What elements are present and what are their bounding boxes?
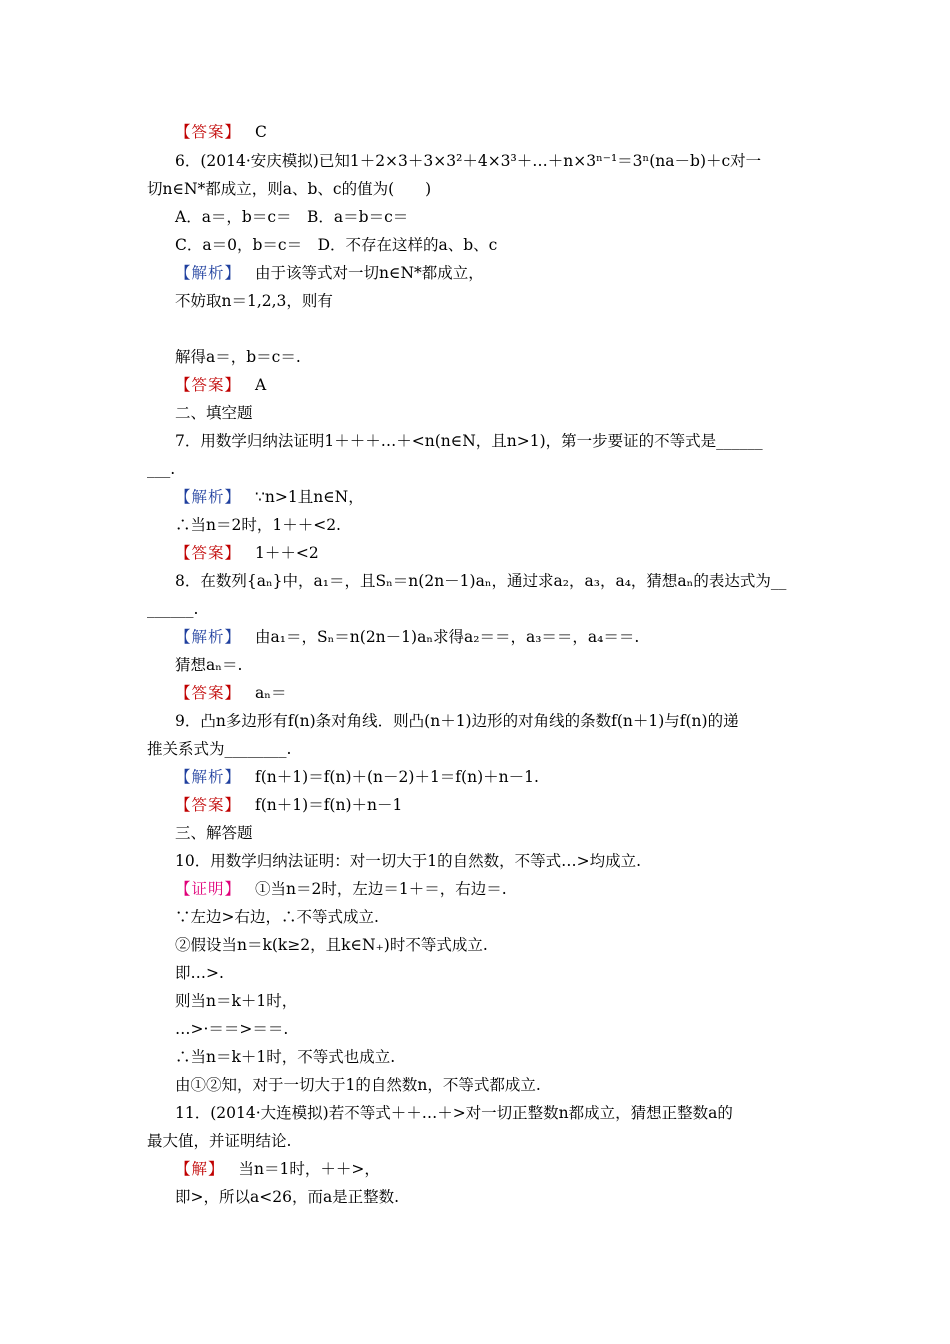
answer-text: 1＋＋<2 <box>255 544 319 562</box>
question-9-line-1: 9．凸n多边形有f(n)条对角线．则凸(n＋1)边形的对角线的条数f(n＋1)与f(n)的递 <box>175 712 739 730</box>
question-6-option-cd: C．a＝0，b＝c＝ D．不存在这样的a、b、c <box>175 236 498 254</box>
proof-10-line-8: 由①②知，对于一切大于1的自然数n，不等式都成立. <box>175 1076 541 1094</box>
question-6-line-2: 切n∈N*都成立，则a、b、c的值为( ) <box>147 180 432 198</box>
analysis-text: 由a₁＝，Sₙ＝n(2n－1)aₙ求得a₂＝＝，a₃＝＝，a₄＝＝. <box>255 628 640 646</box>
solution-text: 当n＝1时，＋＋>， <box>238 1160 380 1178</box>
answer-line-9 <box>175 795 402 815</box>
answer-tag: 【答案】 <box>175 796 242 814</box>
analysis-tag: 【解析】 <box>175 768 242 786</box>
answer-line-6 <box>175 375 266 395</box>
proof-10-line-2: ∵左边>右边，∴不等式成立. <box>175 908 379 926</box>
analysis-tag: 【解析】 <box>175 264 242 282</box>
answer-tag: 【答案】 <box>175 684 242 702</box>
answer-line-5 <box>175 122 267 142</box>
answer-text: f(n＋1)＝f(n)＋n－1 <box>255 796 403 814</box>
solution-11-line-2: 即>，所以a<26，而a是正整数. <box>175 1188 400 1206</box>
proof-10-line-3: ②假设当n＝k(k≥2，且k∈N₊)时不等式成立. <box>175 936 488 954</box>
analysis-line-6 <box>175 263 484 283</box>
analysis-7-line-2: ∴当n＝2时，1＋＋<2. <box>175 516 341 534</box>
proof-10-line-4: 即…>. <box>175 964 224 982</box>
analysis-text: 由于该等式对一切n∈N*都成立， <box>255 264 484 282</box>
section-heading-solve: 三、解答题 <box>175 824 253 842</box>
analysis-tag: 【解析】 <box>175 488 242 506</box>
solution-line-11 <box>175 1159 380 1179</box>
proof-text: ①当n＝2时，左边＝1＋＝，右边＝. <box>255 880 507 898</box>
analysis-6-line-3: 解得a＝，b＝c＝. <box>175 348 301 366</box>
answer-tag: 【答案】 <box>175 376 242 394</box>
question-9-line-2: 推关系式为________. <box>147 740 292 758</box>
proof-10-line-7: ∴当n＝k＋1时，不等式也成立. <box>175 1048 396 1066</box>
proof-10-line-6: …>·＝＝>＝＝. <box>175 1020 289 1038</box>
analysis-line-8 <box>175 627 639 647</box>
answer-text: A <box>255 376 267 394</box>
answer-line-7 <box>175 543 319 563</box>
proof-10-line-5: 则当n＝k＋1时， <box>175 992 298 1010</box>
analysis-line-9 <box>175 767 539 787</box>
question-11-line-1: 11．(2014·大连模拟)若不等式＋＋…＋>对一切正整数n都成立，猜想正整数a的 <box>175 1104 733 1122</box>
analysis-8-line-2: 猜想aₙ＝. <box>175 656 243 674</box>
section-heading-fill-in: 二、填空题 <box>175 404 253 422</box>
analysis-text: ∵n>1且n∈N， <box>255 488 364 506</box>
solution-tag: 【解】 <box>175 1160 225 1178</box>
question-8-line-1: 8．在数列{aₙ}中，a₁＝，且Sₙ＝n(2n－1)aₙ，通过求a₂，a₃，a₄，猜想aₙ的表达式为__ <box>175 572 787 590</box>
question-10-line-1: 10．用数学归纳法证明：对一切大于1的自然数，不等式…>均成立. <box>175 852 642 870</box>
question-7-line-2: ___. <box>147 460 176 478</box>
analysis-line-7 <box>175 487 364 507</box>
answer-tag: 【答案】 <box>175 123 242 141</box>
proof-tag: 【证明】 <box>175 880 242 898</box>
question-8-line-2: ______. <box>147 600 199 618</box>
proof-line-10 <box>175 879 507 899</box>
question-7-line-1: 7．用数学归纳法证明1＋＋＋…＋<n(n∈N，且n>1)，第一步要证的不等式是______ <box>175 432 763 450</box>
answer-text: C <box>255 123 267 141</box>
analysis-text: f(n＋1)＝f(n)＋(n－2)＋1＝f(n)＋n－1. <box>255 768 539 786</box>
question-6-line-1: 6．(2014·安庆模拟)已知1＋2×3＋3×3²＋4×3³＋…＋n×3ⁿ⁻¹＝3ⁿ(na－b)＋c对一 <box>175 152 762 170</box>
answer-text: aₙ＝ <box>255 684 287 702</box>
analysis-6-line-2: 不妨取n＝1,2,3，则有 <box>175 292 333 310</box>
answer-tag: 【答案】 <box>175 544 242 562</box>
answer-line-8 <box>175 683 286 703</box>
analysis-tag: 【解析】 <box>175 628 242 646</box>
question-11-line-2: 最大值，并证明结论. <box>147 1132 292 1150</box>
question-6-option-ab: A．a＝，b＝c＝ B．a＝b＝c＝ <box>175 208 409 226</box>
